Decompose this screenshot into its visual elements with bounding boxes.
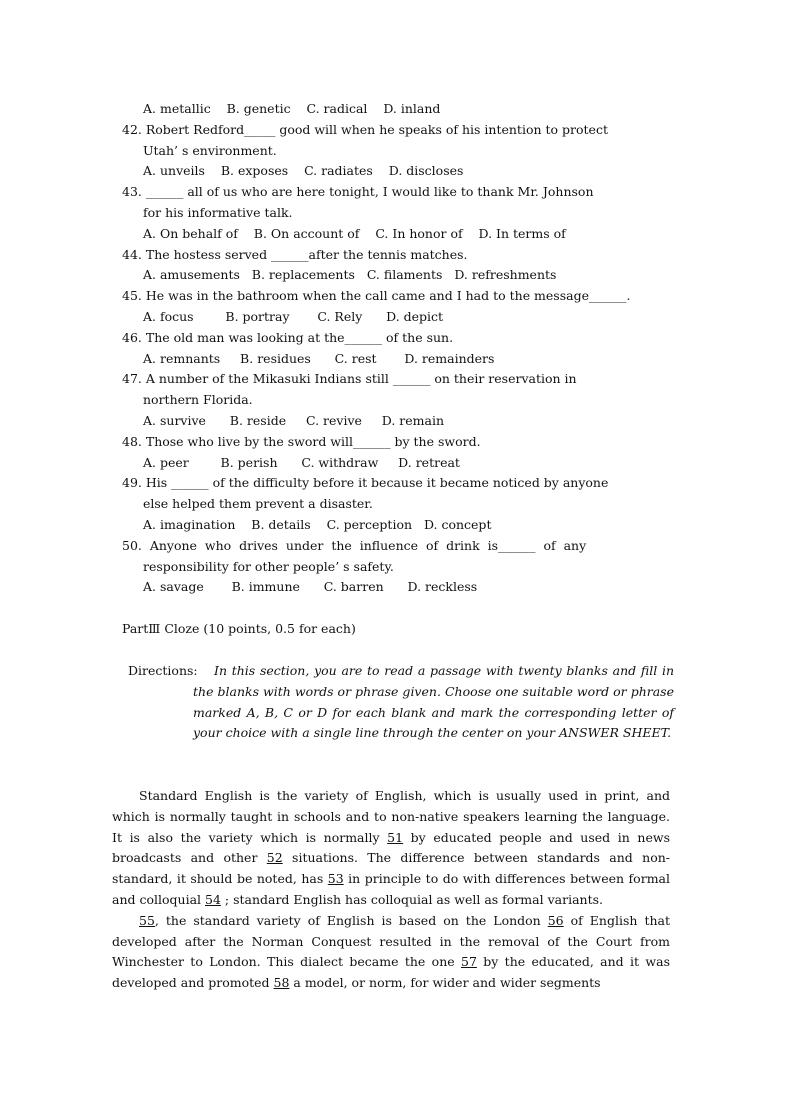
question-continuation: northern Florida.: [143, 392, 253, 408]
answer-options: A. On behalf of B. On account of C. In honor of D. In terms of: [143, 225, 566, 241]
blank-51: 51: [387, 829, 404, 845]
cloze-passage: [112, 786, 670, 994]
question-stem: 47. A number of the Mikasuki Indians still ______ on their reservation in: [122, 371, 577, 387]
passage-paragraph-2: 55, the standard variety of English is based on the London 56 of English that developed after the Norman Conquest resulted in the removal of the Court from Winchester to London. This dialect became the one 57 by the educated, and it was developed and promoted 58 a model, or norm, for wider and wider segments: [112, 912, 670, 991]
question-continuation: Utah’ s environment.: [143, 142, 277, 158]
blank-55: 55: [139, 912, 155, 928]
blank-53: 53: [327, 871, 344, 887]
passage-paragraph-1: Standard English is the variety of English, which is usually used in print, and which is normally taught in schools and to non-native speakers learning the language. It is also the variety which is normally 51 by educated people and used in news broadcasts and other 52 situations. The difference between standards and non-standard, it should be noted, has 53 in principle to do with differences between formal and colloquial 54 ; standard English has colloquial as well as formal variants.: [112, 788, 671, 907]
question-stem: 50. Anyone who drives under the influence of drink is______ of any: [122, 537, 587, 553]
blank-54: 54: [205, 891, 221, 907]
question-stem: 48. Those who live by the sword will______ by the sword.: [122, 433, 481, 449]
question-stem: 44. The hostess served ______after the tennis matches.: [122, 246, 468, 262]
answer-options: A. remnants B. residues C. rest D. remainders: [143, 350, 495, 366]
answer-options: A. focus B. portray C. Rely D. depict: [143, 308, 444, 324]
blank-56: 56: [547, 912, 564, 928]
answer-options: A. metallic B. genetic C. radical D. inland: [143, 101, 441, 116]
directions-text: In this section, you are to read a passage with twenty blanks and fill in the blanks with words or phrase given. Choose one suitable word or phrase marked A, B, C or D for each blank and mark the corresponding letter of your choice with a single line through the center on your ANSWER SHEET.: [193, 663, 674, 741]
vocabulary-questions: [122, 99, 670, 598]
question-stem: 49. His ______ of the difficulty before it because it became noticed by anyone: [122, 475, 609, 491]
question-stem: 46. The old man was looking at the______ of the sun.: [122, 329, 454, 345]
question-stem: 43. ______ all of us who are here tonight, I would like to thank Mr. Johnson: [122, 184, 594, 200]
question-stem: 42. Robert Redford_____ good will when he speaks of his intention to protect: [122, 121, 608, 137]
answer-options: A. survive B. reside C. revive D. remain: [143, 412, 445, 428]
question-continuation: for his informative talk.: [143, 204, 293, 220]
directions-label: Directions:: [128, 663, 198, 678]
question-stem: 45. He was in the bathroom when the call came and I had to the message______.: [122, 288, 631, 304]
answer-options: A. amusements B. replacements C. filaments D. refreshments: [143, 267, 557, 283]
question-continuation: else helped them prevent a disaster.: [143, 496, 373, 512]
part3-title: PartⅢ Cloze (10 points, 0.5 for each): [122, 621, 356, 636]
blank-58: 58: [273, 975, 290, 991]
answer-options: A. savage B. immune C. barren D. reckless: [143, 579, 478, 595]
directions-block: [128, 661, 674, 744]
answer-options: A. unveils B. exposes C. radiates D. discloses: [143, 163, 464, 179]
question-continuation: responsibility for other people’ s safety.: [143, 558, 394, 574]
answer-options: A. imagination B. details C. perception D. concept: [143, 516, 492, 532]
blank-57: 57: [461, 954, 477, 970]
answer-options: A. peer B. perish C. withdraw D. retreat: [143, 454, 460, 470]
blank-52: 52: [266, 850, 283, 866]
